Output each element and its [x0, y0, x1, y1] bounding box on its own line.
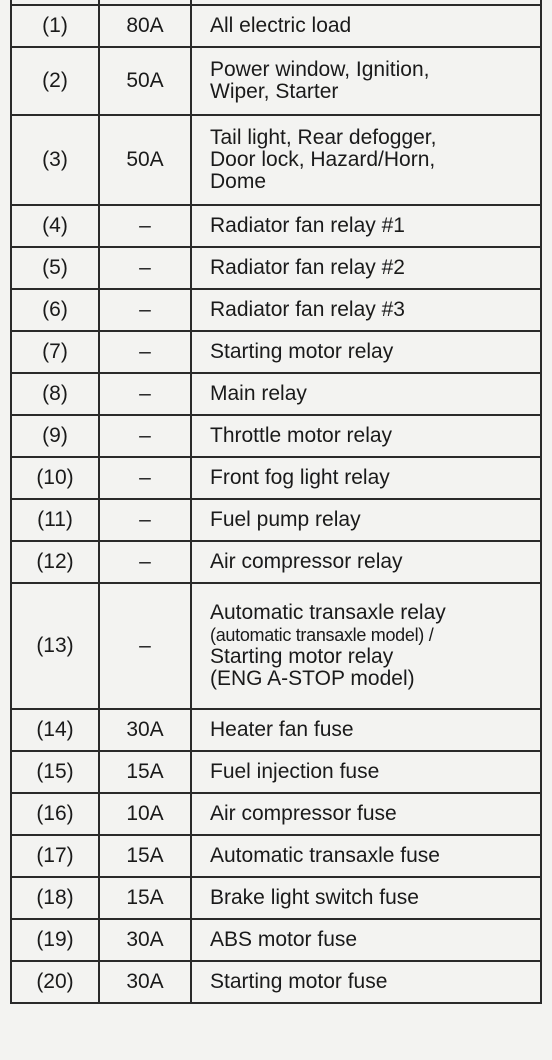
table-row [11, 331, 541, 373]
description-line: Throttle motor relay [210, 424, 393, 447]
fuse-number-cell: (6) [11, 289, 99, 331]
fuse-number-cell: (15) [11, 751, 99, 793]
amperage-cell: – [99, 247, 191, 289]
description-line: Power window, Ignition, [210, 58, 430, 81]
amperage-cell: 15A [99, 835, 191, 877]
table-row [11, 247, 541, 289]
circuit-description-cell [191, 919, 541, 961]
amperage-cell: 10A [99, 793, 191, 835]
fuse-number-cell: (20) [11, 961, 99, 1003]
fuse-number-cell: (3) [11, 115, 99, 205]
circuit-description-cell [191, 205, 541, 247]
amperage-cell: 15A [99, 751, 191, 793]
description-line: Automatic transaxle relay [210, 601, 446, 624]
description-line: Fuel pump relay [210, 508, 361, 531]
table-row [11, 289, 541, 331]
fuse-number-cell: (5) [11, 247, 99, 289]
fuse-number-cell: (8) [11, 373, 99, 415]
description-line: All electric load [210, 14, 352, 37]
table-row [11, 499, 541, 541]
table-row [11, 457, 541, 499]
table-row [11, 115, 541, 205]
description-line: ABS motor fuse [210, 928, 358, 951]
description-line: Radiator fan relay #3 [210, 298, 405, 321]
circuit-description-cell [191, 373, 541, 415]
circuit-description-cell [191, 499, 541, 541]
description-line: Starting motor relay [210, 340, 394, 363]
fuse-number-cell: (13) [11, 583, 99, 709]
circuit-description-cell [191, 751, 541, 793]
circuit-description-cell [191, 583, 541, 709]
amperage-cell: – [99, 331, 191, 373]
amperage-cell: – [99, 205, 191, 247]
description-line: Radiator fan relay #2 [210, 256, 405, 279]
amperage-cell: 30A [99, 961, 191, 1003]
fuse-number-cell: (18) [11, 877, 99, 919]
description-line: Automatic transaxle fuse [210, 844, 440, 867]
circuit-description-cell [191, 457, 541, 499]
fuse-number-cell: (9) [11, 415, 99, 457]
description-line: Main relay [210, 382, 307, 405]
amperage-cell: 30A [99, 919, 191, 961]
amperage-cell: 15A [99, 877, 191, 919]
description-line: (automatic transaxle model) / [210, 625, 434, 645]
circuit-description-cell [191, 961, 541, 1003]
description-line: Radiator fan relay #1 [210, 214, 405, 237]
table-row [11, 205, 541, 247]
description-line: Starting motor relay [210, 645, 394, 668]
table-row [11, 583, 541, 709]
amperage-cell: – [99, 415, 191, 457]
fuse-number-cell: (12) [11, 541, 99, 583]
table-row [11, 877, 541, 919]
amperage-cell: 30A [99, 709, 191, 751]
amperage-cell: 50A [99, 47, 191, 115]
amperage-cell: 80A [99, 5, 191, 47]
description-line: Fuel injection fuse [210, 760, 380, 783]
table-row [11, 961, 541, 1003]
amperage-cell: – [99, 457, 191, 499]
fuse-number-cell: (16) [11, 793, 99, 835]
description-line: Wiper, Starter [210, 80, 339, 103]
fuse-number-cell: (17) [11, 835, 99, 877]
circuit-description-cell [191, 877, 541, 919]
table-row [11, 709, 541, 751]
circuit-description-cell [191, 835, 541, 877]
circuit-description-cell [191, 331, 541, 373]
amperage-cell: – [99, 499, 191, 541]
table-row [11, 541, 541, 583]
fuse-number-cell: (4) [11, 205, 99, 247]
description-line: Door lock, Hazard/Horn, [210, 148, 436, 171]
amperage-cell: – [99, 583, 191, 709]
amperage-cell: 50A [99, 115, 191, 205]
fuse-number-cell: (10) [11, 457, 99, 499]
circuit-description-cell [191, 115, 541, 205]
fuse-number-cell: (1) [11, 5, 99, 47]
fuse-number-cell: (7) [11, 331, 99, 373]
table-row [11, 793, 541, 835]
table-row [11, 919, 541, 961]
fuse-number-cell: (14) [11, 709, 99, 751]
fuse-relay-table [10, 0, 542, 1004]
circuit-description-cell [191, 709, 541, 751]
description-line: Tail light, Rear defogger, [210, 126, 437, 149]
table-row [11, 835, 541, 877]
circuit-description-cell [191, 541, 541, 583]
fuse-number-cell: (11) [11, 499, 99, 541]
circuit-description-cell [191, 47, 541, 115]
amperage-cell: – [99, 373, 191, 415]
table-row [11, 5, 541, 47]
amperage-cell: – [99, 289, 191, 331]
circuit-description-cell [191, 415, 541, 457]
table-row [11, 47, 541, 115]
circuit-description-cell [191, 247, 541, 289]
description-line: Front fog light relay [210, 466, 390, 489]
fuse-number-cell: (2) [11, 47, 99, 115]
circuit-description-cell [191, 793, 541, 835]
description-line: Brake light switch fuse [210, 886, 419, 909]
description-line: Dome [210, 170, 267, 193]
description-line: (ENG A-STOP model) [210, 667, 415, 690]
amperage-cell: – [99, 541, 191, 583]
table-row [11, 751, 541, 793]
description-line: Heater fan fuse [210, 718, 354, 741]
circuit-description-cell [191, 5, 541, 47]
circuit-description-cell [191, 289, 541, 331]
description-line: Air compressor fuse [210, 802, 397, 825]
fuse-number-cell: (19) [11, 919, 99, 961]
table-body [11, 0, 541, 1003]
description-line: Air compressor relay [210, 550, 403, 573]
table-row [11, 373, 541, 415]
description-line: Starting motor fuse [210, 970, 388, 993]
table-row [11, 415, 541, 457]
